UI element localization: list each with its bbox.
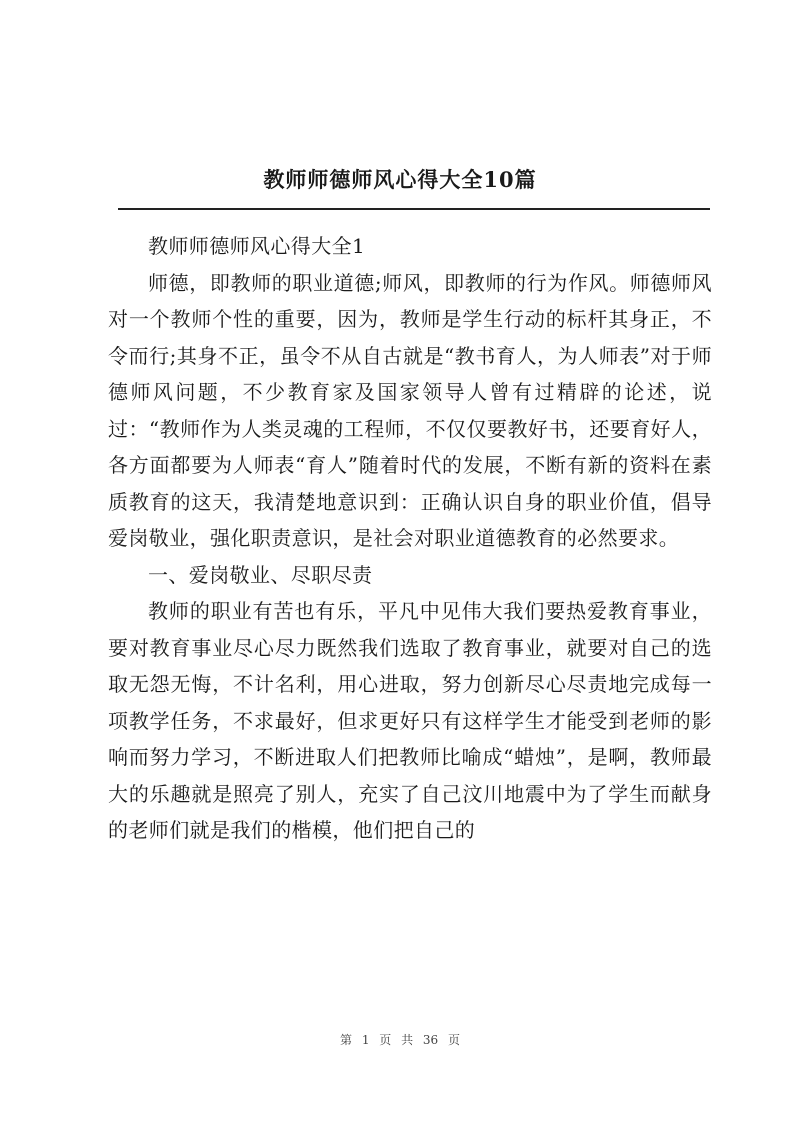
title-divider	[118, 208, 710, 210]
section-heading: 教师师德师风心得大全1	[148, 234, 366, 258]
page-title: 教师师德师风心得大全10篇	[263, 167, 537, 192]
subsection-heading: 一、爱岗敬业、尽职尽责	[148, 562, 373, 587]
body-paragraph: 教师的职业有苦也有乐，平凡中见伟大我们要热爱教育事业，要对教育事业尽心尽力既然我们选取了教育事业，就要对自己的选取无怨无悔，不计名利，用心进取，努力创新尽心尽责地完成每一项教学任务，不求最好，但求更好只有这样学生才能受到老师的影响而努力学习，不断进取人们把教师比喻成“蜡烛”，是啊，教师最大的乐趣就是照亮了别人，充实了自己汶川地震中为了学生而献身的老师们就是我们的楷模，他们把自己的	[108, 599, 712, 842]
page-footer: 第 1 页 共 36 页	[340, 1033, 460, 1047]
body-paragraph: 师德，即教师的职业道德;师风，即教师的行为作风。师德师风对一个教师个性的重要，因为，教师是学生行动的标杆其身正，不令而行;其身不正，虽令不从自古就是“教书育人，为人师表”对于师德师风问题，不少教育家及国家领导人曾有过精辟的论述，说过：“教师作为人类灵魂的工程师，不仅仅要教好书，还要育好人，各方面都要为人师表“育人”随着时代的发展，不断有新的资料在素质教育的这天，我清楚地意识到：正确认识自身的职业价值，倡导爱岗敬业，强化职责意识，是社会对职业道德教育的必然要求。	[108, 270, 712, 550]
document-body	[108, 228, 712, 849]
